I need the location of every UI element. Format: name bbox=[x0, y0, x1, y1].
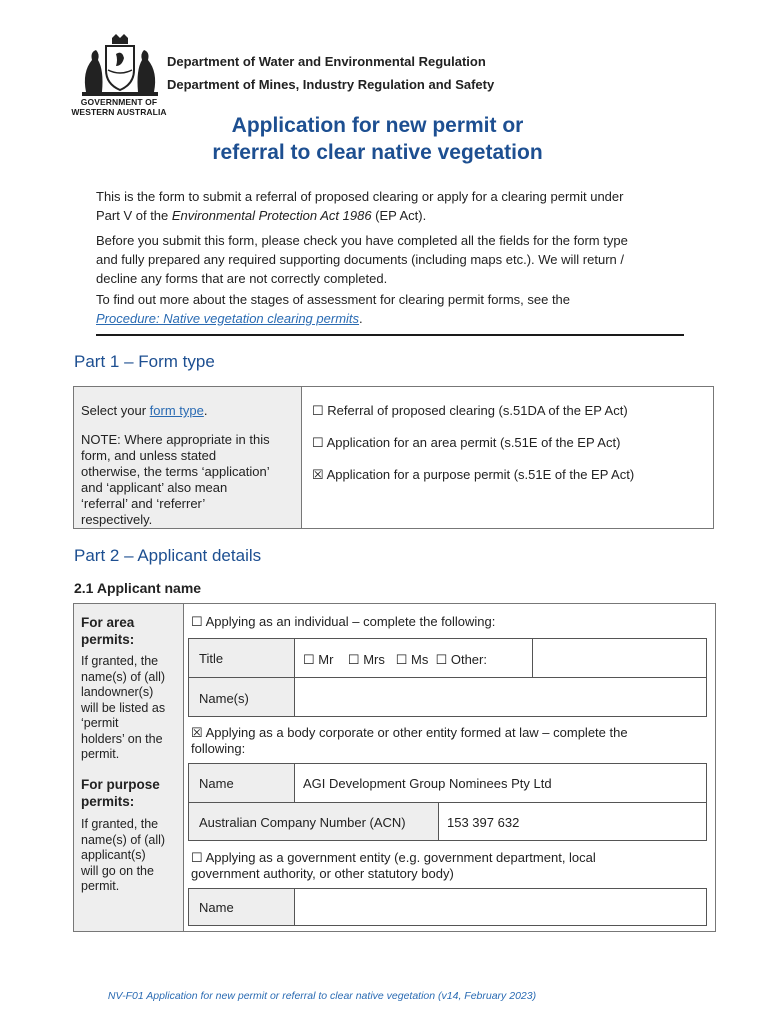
entity-name-label: Name bbox=[199, 776, 234, 791]
note-line: form, and unless stated bbox=[81, 448, 217, 463]
checkbox-unchecked-icon[interactable]: ☐ bbox=[303, 652, 315, 667]
individual-label: Applying as an individual – complete the following: bbox=[205, 614, 496, 629]
title-ms-option[interactable] bbox=[396, 652, 429, 667]
select-form-type-text bbox=[81, 403, 207, 419]
intro-p3-post: . bbox=[359, 311, 363, 326]
checkbox-unchecked-icon[interactable]: ☐ bbox=[191, 614, 203, 629]
note-line: respectively. bbox=[81, 512, 153, 527]
checkbox-unchecked-icon[interactable]: ☐ bbox=[312, 435, 324, 450]
checkbox-unchecked-icon[interactable]: ☐ bbox=[395, 652, 408, 667]
note-line: and ‘applicant’ also mean bbox=[81, 480, 228, 495]
select-post: . bbox=[203, 403, 208, 418]
intro-p3-line-2 bbox=[96, 309, 696, 328]
department-1: Department of Water and Environmental Regulation bbox=[167, 54, 486, 69]
checkbox-unchecked-icon[interactable]: ☐ bbox=[347, 652, 360, 667]
option-referral[interactable] bbox=[312, 403, 628, 419]
individual-fields bbox=[188, 638, 707, 717]
intro-p1-line-2 bbox=[96, 206, 696, 225]
title-options bbox=[303, 652, 487, 668]
purpose-note-line: will go on the bbox=[81, 863, 154, 878]
names-label: Name(s) bbox=[199, 691, 249, 706]
option-label: Application for an area permit (s.51E of the EP Act) bbox=[326, 435, 621, 450]
note-line: NOTE: Where appropriate in this bbox=[81, 432, 270, 447]
intro-p3-line-1: To find out more about the stages of assessment for clearing permit forms, see the bbox=[96, 292, 571, 307]
note-line: otherwise, the terms ‘application’ bbox=[81, 464, 270, 479]
checkbox-checked-icon[interactable]: ☒ bbox=[191, 725, 203, 740]
names-field[interactable] bbox=[295, 678, 706, 716]
body-corporate-label: Applying as a body corporate or other entity formed at law – complete the bbox=[205, 725, 628, 740]
area-permits-title bbox=[81, 614, 134, 648]
individual-option[interactable] bbox=[191, 614, 495, 630]
act-title: Environmental Protection Act 1986 bbox=[171, 208, 372, 223]
purpose-permits-title bbox=[81, 776, 160, 810]
title-option-label: Mr bbox=[318, 652, 334, 667]
intro-paragraph-2 bbox=[96, 231, 696, 288]
title-mrs-option[interactable] bbox=[348, 652, 385, 667]
body-corporate-option[interactable] bbox=[191, 725, 628, 757]
entity-name-value[interactable]: AGI Development Group Nominees Pty Ltd bbox=[303, 776, 552, 791]
gov-line-1: GOVERNMENT OF bbox=[80, 97, 158, 107]
title-mr-option[interactable] bbox=[303, 652, 333, 667]
title-label: Title bbox=[199, 651, 224, 666]
procedure-link[interactable]: Procedure: Native vegetation clearing permits bbox=[96, 311, 360, 326]
purpose-note-line: applicant(s) bbox=[81, 848, 146, 862]
body-corporate-label-cont: following: bbox=[191, 741, 246, 756]
government-option[interactable] bbox=[191, 850, 596, 882]
title-other-option[interactable] bbox=[436, 652, 487, 667]
body-corporate-fields bbox=[188, 763, 707, 841]
page-title bbox=[150, 112, 605, 166]
intro-paragraph-3 bbox=[96, 290, 696, 328]
area-note-line: name(s) of (all) bbox=[81, 669, 166, 684]
intro-p1-post: (EP Act). bbox=[371, 208, 427, 223]
gov-name-label: Name bbox=[199, 900, 234, 915]
title-option-label: Mrs bbox=[363, 652, 385, 667]
title-line-1: Application for new permit or bbox=[231, 114, 524, 137]
area-note-line: ‘permit bbox=[81, 716, 119, 730]
purpose-permits-note bbox=[81, 817, 165, 895]
acn-label: Australian Company Number (ACN) bbox=[199, 815, 406, 830]
checkbox-checked-icon[interactable]: ☒ bbox=[312, 467, 324, 482]
area-note-line: will be listed as bbox=[81, 700, 166, 715]
purpose-title-line: For purpose bbox=[81, 777, 160, 792]
area-note-line: permit. bbox=[81, 747, 120, 761]
government-label-cont: government authority, or other statutory body) bbox=[191, 866, 454, 881]
intro-p2-line-2: and fully prepared any required supporting documents (including maps etc.). We will return / bbox=[96, 252, 624, 267]
gov-line-2: WESTERN AUSTRALIA bbox=[71, 107, 167, 117]
area-note-line: holders’ on the bbox=[81, 731, 163, 746]
area-note-line: landowner(s) bbox=[81, 685, 154, 699]
form-type-table bbox=[73, 386, 714, 529]
document-footer: NV-F01 Application for new permit or referral to clear native vegetation (v14, February 2023) bbox=[107, 990, 537, 1002]
part1-heading: Part 1 – Form type bbox=[74, 352, 215, 371]
form-type-link[interactable]: form type bbox=[149, 403, 204, 418]
section-divider bbox=[96, 334, 684, 336]
part2-heading: Part 2 – Applicant details bbox=[74, 546, 262, 565]
intro-p1-line-1: This is the form to submit a referral of proposed clearing or apply for a clearing permit under bbox=[96, 189, 624, 204]
intro-paragraph-1 bbox=[96, 187, 696, 225]
checkbox-unchecked-icon[interactable]: ☐ bbox=[191, 850, 203, 865]
government-label: Applying as a government entity (e.g. government department, local bbox=[205, 850, 596, 865]
option-area-permit[interactable] bbox=[312, 435, 620, 451]
title-line-2: referral to clear native vegetation bbox=[212, 141, 543, 164]
purpose-note-line: permit. bbox=[81, 879, 120, 893]
government-fields bbox=[188, 888, 707, 926]
form-type-label-cell bbox=[74, 387, 302, 528]
title-option-label: Ms bbox=[410, 652, 429, 667]
wa-government-crest bbox=[72, 32, 168, 100]
checkbox-unchecked-icon[interactable]: ☐ bbox=[312, 403, 324, 418]
applicant-name-heading: 2.1 Applicant name bbox=[74, 580, 202, 596]
intro-p2-line-1: Before you submit this form, please check you have completed all the fields for the form type bbox=[96, 233, 628, 248]
purpose-title-line: permits: bbox=[81, 794, 135, 809]
purpose-note-line: name(s) of (all) bbox=[81, 832, 166, 847]
area-note-line: If granted, the bbox=[81, 654, 159, 668]
note-line: ‘referral’ and ‘referrer’ bbox=[81, 496, 206, 511]
applicant-name-table bbox=[73, 603, 716, 932]
area-permits-note bbox=[81, 654, 165, 763]
option-purpose-permit[interactable] bbox=[312, 467, 634, 483]
acn-value[interactable]: 153 397 632 bbox=[447, 815, 520, 830]
area-title-line: For area bbox=[81, 615, 135, 630]
title-other-field[interactable] bbox=[533, 639, 706, 677]
intro-p1-pre: Part V of the bbox=[96, 208, 172, 223]
purpose-note-line: If granted, the bbox=[81, 817, 159, 831]
department-2: Department of Mines, Industry Regulation and Safety bbox=[167, 77, 495, 92]
form-type-note bbox=[81, 432, 299, 528]
intro-p2-line-3: decline any forms that are not correctly completed. bbox=[96, 271, 388, 286]
applicant-guidance-cell bbox=[74, 604, 184, 931]
gov-name-field[interactable] bbox=[295, 889, 706, 925]
option-label: Referral of proposed clearing (s.51DA of the EP Act) bbox=[327, 403, 628, 418]
select-pre: Select your bbox=[81, 403, 150, 418]
option-label: Application for a purpose permit (s.51E of the EP Act) bbox=[326, 467, 635, 482]
checkbox-unchecked-icon[interactable]: ☐ bbox=[435, 652, 448, 667]
area-title-line: permits: bbox=[81, 632, 135, 647]
title-option-label: Other: bbox=[450, 652, 487, 667]
